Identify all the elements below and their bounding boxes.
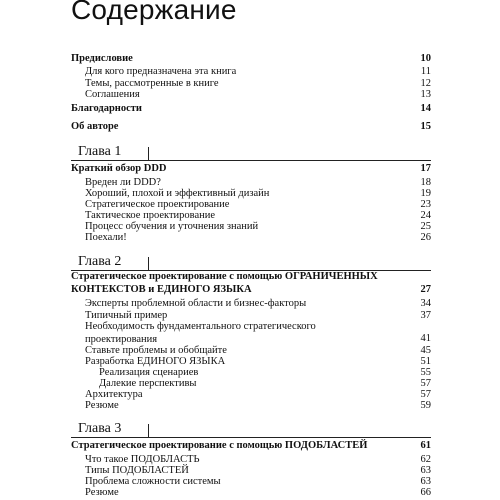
- chapter-heading-label: Глава 1: [78, 144, 122, 159]
- toc-entry-label: Для кого предназначена эта книга: [85, 66, 237, 77]
- toc-page-number: 62: [420, 454, 431, 465]
- toc-entry-label: Ставьте проблемы и обобщайте: [85, 345, 227, 356]
- toc-entry-label: Соглашения: [85, 89, 140, 100]
- toc-entry[interactable]: [71, 487, 431, 498]
- toc-entry-label: Что такое ПОДОБЛАСТЬ: [85, 454, 200, 465]
- toc-entry-label: Разработка ЕДИНОГО ЯЗЫКА: [85, 356, 226, 367]
- toc-entry[interactable]: [71, 78, 431, 89]
- toc-entry[interactable]: [71, 177, 431, 188]
- toc-entry[interactable]: [71, 400, 431, 411]
- toc-page-number: 41: [420, 333, 431, 345]
- chapter-bracket: [148, 147, 149, 160]
- toc-entry-label: Эксперты проблемной области и бизнес-факторы: [85, 298, 307, 309]
- toc-page-number: 14: [420, 103, 431, 114]
- toc-page-number: 37: [420, 310, 431, 321]
- toc-entry-label: Стратегическое проектирование: [85, 199, 230, 210]
- chapter-1-heading: [78, 145, 431, 159]
- toc-entry[interactable]: [71, 367, 431, 378]
- toc-entry-preface[interactable]: [71, 53, 431, 64]
- toc-entry[interactable]: [71, 389, 431, 400]
- toc-entry[interactable]: [71, 232, 431, 243]
- toc-page-number: 18: [420, 177, 431, 188]
- toc-page-number: 12: [420, 78, 431, 89]
- toc-entry[interactable]: [71, 465, 431, 476]
- toc-entry[interactable]: [71, 89, 431, 100]
- toc-page-number: 59: [420, 400, 431, 411]
- toc-entry[interactable]: [71, 345, 431, 356]
- toc-entry-chapter-1[interactable]: [71, 163, 431, 174]
- chapter-2-heading: [78, 255, 431, 269]
- toc-page-number: 27: [420, 284, 431, 295]
- chapter-bracket: [148, 424, 149, 437]
- toc-entry-chapter-2[interactable]: [71, 270, 431, 296]
- toc-entry[interactable]: [71, 476, 431, 487]
- toc-page-number: 17: [420, 163, 431, 174]
- toc-entry-label: Резюме: [85, 400, 119, 411]
- toc-page-number: 11: [420, 66, 431, 77]
- toc-entry-label-line-1: Стратегическое проектирование с помощью ОГРАНИЧЕННЫХ: [71, 271, 378, 282]
- toc-page-number: 55: [420, 367, 431, 378]
- toc-entry-label: Далекие перспективы: [99, 378, 197, 389]
- toc-page-number: 34: [420, 298, 431, 309]
- toc-entry[interactable]: [71, 378, 431, 389]
- chapter-rule: [71, 437, 431, 438]
- toc-page-number: 10: [420, 53, 431, 64]
- toc-page-number: 57: [420, 378, 431, 389]
- toc-entry-label: Темы, рассмотренные в книге: [85, 78, 219, 89]
- toc-entry-label: Стратегическое проектирование с помощью ПОДОБЛАСТЕЙ: [71, 440, 368, 451]
- toc-entry[interactable]: [71, 310, 431, 321]
- toc-page-number: 45: [420, 345, 431, 356]
- toc-entry-label: Резюме: [85, 487, 119, 498]
- toc-entry-label: Архитектура: [85, 389, 143, 400]
- toc-page-number: 63: [420, 465, 431, 476]
- toc-entry-chapter-3[interactable]: [71, 440, 431, 451]
- toc-entry-label: Проблема сложности системы: [85, 476, 221, 487]
- toc-page-number: 51: [420, 356, 431, 367]
- toc-entry-label: Тактическое проектирование: [85, 210, 216, 221]
- toc-entry[interactable]: [71, 454, 431, 465]
- toc-entry[interactable]: [71, 221, 431, 232]
- toc-page-number: 25: [420, 221, 431, 232]
- toc-page-number: 24: [420, 210, 431, 221]
- toc-entry-label: Поехали!: [85, 232, 127, 243]
- toc-entry-label: Процесс обучения и уточнения знаний: [85, 221, 259, 232]
- toc-entry[interactable]: [71, 298, 431, 309]
- toc-page-number: 23: [420, 199, 431, 210]
- toc-entry[interactable]: [85, 321, 431, 346]
- toc-page-number: 13: [420, 89, 431, 100]
- toc-entry-label-line-1: Необходимость фундаментального стратегического: [85, 321, 316, 332]
- toc-page-number: 66: [420, 487, 431, 498]
- chapter-3-heading: [78, 422, 431, 436]
- toc-entry-label: Краткий обзор DDD: [71, 163, 167, 174]
- page-title: Содержание: [71, 0, 237, 25]
- toc-entry[interactable]: [71, 356, 431, 367]
- chapter-heading-label: Глава 3: [78, 421, 122, 436]
- toc-entry[interactable]: [71, 66, 431, 77]
- toc-entry-label: Хороший, плохой и эффективный дизайн: [85, 188, 270, 199]
- toc-page-number: 57: [420, 389, 431, 400]
- toc-entry-label-line-2: проектирования: [85, 333, 158, 345]
- toc-entry-label: Типичный пример: [85, 310, 168, 321]
- toc-entry-about-author[interactable]: [71, 121, 431, 132]
- toc-entry[interactable]: [71, 188, 431, 199]
- chapter-bracket: [148, 257, 149, 270]
- toc-entry-label: Предисловие: [71, 53, 133, 64]
- toc-entry-label: Типы ПОДОБЛАСТЕЙ: [85, 465, 189, 476]
- chapter-rule: [71, 160, 431, 161]
- toc-page-number: 15: [420, 121, 431, 132]
- toc-page-number: 19: [420, 188, 431, 199]
- toc-entry-acknowledgments[interactable]: [71, 103, 431, 114]
- toc-entry-label: Вреден ли DDD?: [85, 177, 161, 188]
- toc-entry-label: Об авторе: [71, 121, 119, 132]
- toc-entry[interactable]: [71, 210, 431, 221]
- toc-entry-label: Благодарности: [71, 103, 142, 114]
- toc-page-number: 61: [420, 440, 431, 451]
- toc-page-number: 26: [420, 232, 431, 243]
- toc-page-number: 63: [420, 476, 431, 487]
- toc-entry-label-line-2: КОНТЕКСТОВ и ЕДИНОГО ЯЗЫКА: [71, 284, 252, 295]
- toc-entry[interactable]: [71, 199, 431, 210]
- chapter-heading-label: Глава 2: [78, 254, 122, 269]
- toc-entry-label: Реализация сценариев: [99, 367, 199, 378]
